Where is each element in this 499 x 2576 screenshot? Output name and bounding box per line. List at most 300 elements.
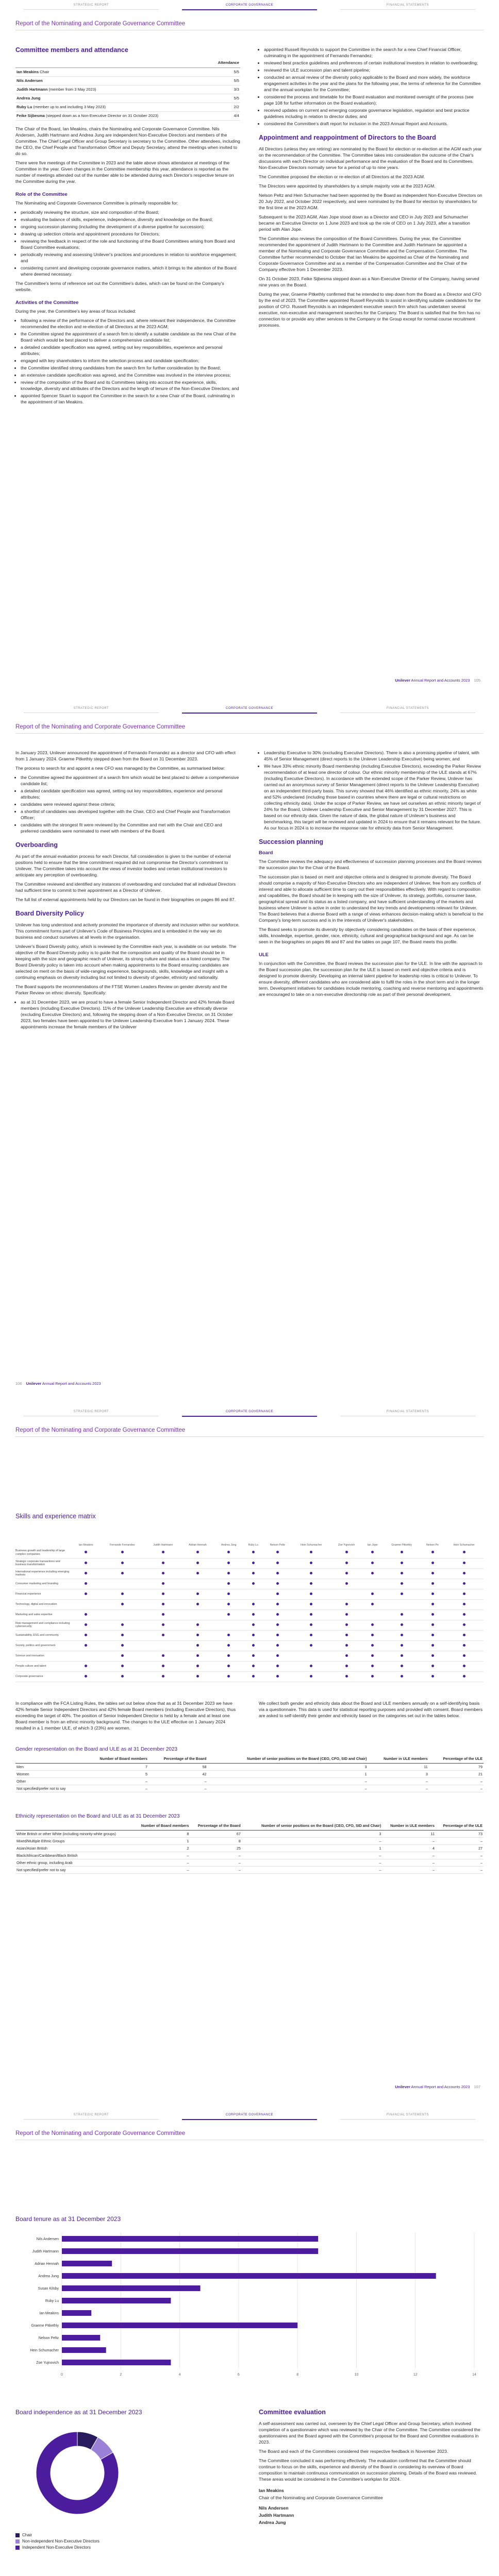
tick-label: 10 <box>354 2373 359 2377</box>
skill-dot <box>401 1613 403 1616</box>
table-cell: – <box>190 1852 241 1859</box>
list-item: • appointed Russell Reynolds to support the Committee in the search for a new Chief Financial Officer, culminating in the appointment of Fernando Fernandez; <box>264 46 484 59</box>
tab-strategic-report[interactable]: STRATEGIC REPORT <box>24 707 159 713</box>
right-bullets <box>264 46 484 127</box>
skill-cell <box>444 1630 484 1640</box>
skill-dot <box>345 1665 348 1667</box>
skill-row <box>15 1651 484 1661</box>
bar <box>62 2248 318 2254</box>
skill-cell <box>362 1548 383 1558</box>
title-divider <box>15 733 484 734</box>
skill-label: Strategic corporate transactions and business transformation <box>15 1558 72 1568</box>
skill-cell <box>243 1548 263 1558</box>
skill-cell <box>214 1548 243 1558</box>
skill-cell <box>181 1640 214 1651</box>
skill-dot <box>252 1603 255 1605</box>
skill-cell <box>243 1609 263 1620</box>
skill-dot <box>310 1562 312 1564</box>
legend-swatch <box>15 2533 20 2537</box>
skill-cell <box>421 1661 445 1671</box>
skill-row <box>15 1640 484 1651</box>
skill-cell <box>145 1620 181 1630</box>
list-item: • review of the composition of the Board and its Committees taking into account the experience, skills, knowledge, diversity and attributes of the Directors and the length of tenure of the Non-Executive Directors; and <box>21 379 240 392</box>
skill-dot <box>401 1654 403 1657</box>
legend-item <box>15 2538 99 2545</box>
table-cell: Black/African/Caribbean/Black British <box>15 1852 132 1859</box>
skill-dot <box>162 1562 164 1564</box>
tick-label: 12 <box>413 2373 418 2377</box>
skill-cell <box>331 1651 362 1661</box>
skills-matrix <box>15 1528 484 1682</box>
skill-cell <box>72 1599 99 1609</box>
member-attendance: 5/5 <box>214 94 240 103</box>
skill-cell <box>444 1640 484 1651</box>
list-item: • the Committee signed the appointment of a search firm to identify a suitable candidate as the new Chair of the Board which would be best placed to deliver a comprehensive candidate list; <box>21 331 240 343</box>
skill-dot <box>85 1572 87 1574</box>
table-cell: 3 <box>242 1830 382 1837</box>
tab-corporate-governance[interactable]: CORPORATE GOVERNANCE <box>182 2113 317 2120</box>
skill-dot <box>196 1623 199 1626</box>
skill-dot <box>345 1654 348 1657</box>
skill-dot <box>85 1592 87 1595</box>
skill-dot <box>310 1623 312 1626</box>
table-row <box>15 77 240 86</box>
legend-label: Chair <box>22 2533 32 2537</box>
tab-corporate-governance[interactable]: CORPORATE GOVERNANCE <box>182 707 317 714</box>
skill-dot <box>401 1644 403 1647</box>
tick-label: 2 <box>120 2373 122 2377</box>
list-item: • Leadership Executive to 30% (excluding Executive Directors). There is also a promising pipeline of talent, with 45% of Senior Management (direct reports to the Unilever Leadership Executive) being women; and <box>264 750 484 762</box>
table-cell: – <box>132 1866 190 1873</box>
table-row <box>15 1830 484 1837</box>
skill-cell <box>421 1671 445 1682</box>
skill-cell <box>421 1579 445 1589</box>
category-label: Adrian Hennah <box>35 2262 59 2266</box>
skill-label: Consumer marketing and branding <box>15 1579 72 1589</box>
activities-intro: During the year, the Committee's key areas of focus included: <box>15 309 136 314</box>
ethnicity-table <box>15 1822 484 1874</box>
page-number: 106 <box>15 1381 22 1386</box>
skill-cell <box>181 1630 214 1640</box>
skill-cell <box>362 1589 383 1599</box>
bar <box>62 2360 171 2365</box>
table-cell: – <box>132 1859 190 1866</box>
footer <box>395 2084 484 2089</box>
skill-cell <box>243 1661 263 1671</box>
skill-label: Technology, digital and innovation <box>15 1599 72 1609</box>
paragraph: The succession plan is based on merit and objective criteria and is designed to promote diversity. The Board should comprise a majority of Non-Executive Directors who are independent of Unilever, free from any conflicts of interest and able to allocate sufficient time to carry out their responsibilities effectively. With regard to composition and capabilities, the Board should be in keeping with the size of Unilever, its strategy, portfolio, consumer base, geographical spread and its status as a listed company, and have sufficient understanding of the markets and business where Unilever is active in order to understand the key trends and developments relevant for Unilever. The Board believes that a diverse Board with a range of views enhances decision-making which is beneficial to the Company's long-term success and is in the interests of Unilever's stakeholders. <box>259 874 484 923</box>
skill-cell <box>444 1558 484 1568</box>
independence-legend <box>15 2532 99 2551</box>
skill-cell <box>214 1579 243 1589</box>
role-list <box>21 209 240 277</box>
skill-cell <box>362 1568 383 1579</box>
table-cell: – <box>436 1852 484 1859</box>
table-cell: – <box>208 1785 368 1792</box>
footer-doc: Annual Report and Accounts 2023 <box>411 678 470 683</box>
skill-cell <box>263 1630 292 1640</box>
table-cell: Men <box>15 1763 83 1770</box>
skill-cell <box>383 1651 421 1661</box>
list-item: • received updates on current and emerging corporate governance legislation, regulation and best practice guidelines including in relation to director duties; and <box>264 107 484 120</box>
skill-dot <box>162 1675 164 1677</box>
skill-cell <box>292 1609 331 1620</box>
skill-dot <box>252 1634 255 1636</box>
table-cell: Women <box>15 1770 83 1777</box>
signature-line: Chair of the Nominating and Corporate Governance Committee <box>259 2495 383 2500</box>
section-tabs <box>0 2113 499 2121</box>
list-item: • a detailed candidate specification was agreed, setting out key responsibilities, experience and personal attributes; <box>21 788 240 800</box>
diversity-paras <box>15 922 240 996</box>
skill-dot <box>227 1644 230 1647</box>
bar <box>62 2261 112 2266</box>
skill-dot <box>431 1644 434 1647</box>
skill-cell <box>421 1599 445 1609</box>
category-label: Ian Meakins <box>39 2312 59 2315</box>
right-column <box>259 46 484 331</box>
left-column <box>15 46 240 408</box>
skill-cell <box>362 1609 383 1620</box>
tick-label: 4 <box>178 2373 181 2377</box>
skill-dot <box>401 1623 403 1626</box>
skill-dot <box>371 1592 374 1595</box>
tab-financial-statements[interactable]: FINANCIAL STATEMENTS <box>340 1410 475 1416</box>
director-header: Nelson Pe <box>426 1544 439 1547</box>
skill-row <box>15 1568 484 1579</box>
skill-dot <box>121 1562 124 1564</box>
list-item: • considering current and developing corporate governance matters, which it brings to the attention of the Board where deemed necessary. <box>21 265 240 277</box>
member-cell <box>15 68 214 77</box>
member-role: (member up to and including 3 May 2023) <box>32 105 106 109</box>
skill-dot <box>276 1675 279 1677</box>
member-cell <box>15 86 214 94</box>
legend-swatch <box>15 2546 20 2550</box>
skill-dot <box>431 1562 434 1564</box>
ethnicity-heading: Ethnicity representation on the Board and ULE as at 31 December 2023 <box>15 1814 180 1819</box>
skill-dot <box>162 1654 164 1657</box>
skill-label: Society, politics and government <box>15 1640 72 1651</box>
skill-dot <box>371 1572 374 1574</box>
cfo-paras <box>15 750 240 771</box>
table-row <box>15 1859 484 1866</box>
paragraph: The Board seeks to promote its diversity by objectively considering candidates on the basis of their experience, skills, knowledge, expertise, gender, race, ethnicity, cultural and geographical background and age. As can be seen in the biographies on pages 86 and 87 and the tables on page 107, the Board meets this profile. <box>259 927 476 944</box>
page-106 <box>0 703 499 1406</box>
bar <box>62 2310 91 2316</box>
table-row <box>15 86 240 94</box>
skill-cell <box>331 1661 362 1671</box>
activities-list <box>21 317 240 405</box>
skill-cell <box>263 1548 292 1558</box>
member-cell <box>15 77 214 86</box>
skill-dot <box>196 1592 199 1595</box>
skill-cell <box>243 1651 263 1661</box>
intro-para-1: The Chair of the Board, Ian Meakins, chairs the Nominating and Corporate Governance Committee. Nils Andersen, Judith Hartmann and Andrea Jung are independent Non-Executive Directors and members of the Committee. The Chief Legal Officer and Group Secretary is secretary to the Committee. Other attendees, including the CEO, the Chief People and Transformation Officer and Deputy Secretary, attend the meetings when invited to do so. <box>15 126 240 156</box>
skill-cell <box>243 1558 263 1568</box>
footer-brand: Unilever <box>395 2084 410 2089</box>
director-header: Ian Jope <box>367 1544 378 1547</box>
independence-heading: Board independence as at 31 December 2023 <box>15 2409 142 2416</box>
table-cell: 1 <box>242 1844 382 1852</box>
skill-dot <box>463 1562 465 1564</box>
skill-dot <box>371 1644 374 1647</box>
skill-label: Marketing and sales expertise <box>15 1609 72 1620</box>
skill-dot <box>463 1592 465 1595</box>
skill-row <box>15 1599 484 1609</box>
right-column <box>259 750 484 1001</box>
skill-dot <box>371 1654 374 1657</box>
skill-dot <box>196 1654 199 1657</box>
paragraph: Unilever has long understood and actively promoted the importance of diversity and inclusion within our workforce. This commitment forms part of Unilever's Code of Business Principles and is embedded in the way we do business and conduct ourselves at all levels in the organisation. <box>15 922 240 940</box>
tab-corporate-governance[interactable]: CORPORATE GOVERNANCE <box>182 1410 317 1417</box>
table-cell: 67 <box>190 1830 241 1837</box>
skill-cell <box>331 1599 362 1609</box>
table-cell: – <box>190 1859 241 1866</box>
category-label: Ruby Lu <box>45 2299 59 2303</box>
footer-doc: Annual Report and Accounts 2023 <box>42 1381 101 1386</box>
skill-dot <box>121 1634 124 1636</box>
skill-cell <box>292 1579 331 1589</box>
skill-dot <box>276 1613 279 1616</box>
skill-dot <box>371 1562 374 1564</box>
skill-dot <box>310 1644 312 1647</box>
tab-financial-statements[interactable]: FINANCIAL STATEMENTS <box>340 707 475 713</box>
attendance-table <box>15 58 240 121</box>
list-item: • reviewed the ULE succession plan and talent pipeline; <box>264 67 484 73</box>
skill-dot <box>463 1644 465 1647</box>
report-title: Report of the Nominating and Corporate Governance Committee <box>15 724 186 730</box>
paragraph: As part of the annual evaluation process for each Director, full consideration is given to the number of external positions held to ensure that the time commitment required did not compromise the Director's commitment to Unilever. The Committee takes into account the views of investor bodies and certain institutional investors to anticipate any perception of overboarding. <box>15 854 231 877</box>
skill-dot <box>401 1665 403 1667</box>
list-item: • an extensive candidate specification was agreed, and the Committee was involved in the interview process; <box>21 372 240 378</box>
tab-financial-statements[interactable]: FINANCIAL STATEMENTS <box>340 4 475 10</box>
member-cell <box>15 103 214 112</box>
list-item: • a shortlist of candidates was developed together with the Chair, CEO and Chief People and Transformation Officer; <box>21 808 240 821</box>
skill-cell <box>145 1609 181 1620</box>
paragraph: The Committee reviewed and identified any instances of overboarding and concluded that all individual Directors had sufficient time to commit to their appointment as a Director of Unilever. <box>15 882 236 893</box>
skill-dot <box>162 1551 164 1553</box>
skill-cell <box>99 1589 145 1599</box>
table-cell: – <box>368 1777 429 1785</box>
diversity-heading: Board Diversity Policy <box>15 910 84 917</box>
table-cell: – <box>242 1837 382 1844</box>
skill-dot <box>276 1654 279 1657</box>
column-header: Percentage of the ULE <box>429 1755 484 1763</box>
skill-cell <box>181 1558 214 1568</box>
appointment-heading: Appointment and reappointment of Directors to the Board <box>259 134 436 141</box>
skill-cell <box>181 1651 214 1661</box>
category-label: Hein Schumacher <box>30 2349 59 2352</box>
skill-dot <box>85 1613 87 1616</box>
table-cell: – <box>242 1859 382 1866</box>
table-cell: – <box>83 1785 148 1792</box>
table-cell: – <box>382 1837 436 1844</box>
skill-dot <box>371 1665 374 1667</box>
skill-cell <box>72 1630 99 1640</box>
skill-dot <box>310 1582 312 1585</box>
legend-item <box>15 2532 99 2538</box>
table-cell: 73 <box>436 1830 484 1837</box>
paragraph: The Committee proposed the election or re-election of all Directors at the 2023 AGM. <box>259 174 425 179</box>
list-item: • We have 33% ethnic minority Board membership (including Executive Directors), exceeding the Parker Review recommendation of at least one director of colour. Our ethnic minority membership of the ULE stands at 67% (including Executive Directors). In accordance with the extended scope of the Parker Review, Unilever has carried out an anonymous survey of Senior Management (direct reports to the Unilever Leadership Executive) on an independent third-party basis. This survey showed that 46% identified as ethnic minority, 24% as white and 52% undeclared (including those based in countries where there are legal or cultural restrictions on collecting ethnicity data). Under the scope of Parker Review, we have set ourselves an ethnic minority target of 24% for the Board, Unilever Leadership Executive and Senior Management by 31 December 2027. This is based on our ethnicity data. Given the nature of data, the global nature of Unilever's business and benchmarking, this target will be reviewed and updated in 2024 to ensure that it remains relevant for the future. As our focus in 2024 is to increase the response rate for ethnicity data from Senior Management. <box>264 763 484 831</box>
table-cell: – <box>83 1777 148 1785</box>
skill-cell <box>181 1548 214 1558</box>
succession-heading: Succession planning <box>259 838 324 845</box>
skill-cell <box>444 1568 484 1579</box>
section-tabs <box>0 707 499 714</box>
table-row <box>15 1785 484 1792</box>
page-number: 105 <box>474 678 480 683</box>
skill-dot <box>463 1665 465 1667</box>
list-item: • reviewed best practice guidelines and preferences of certain institutional investors in relation to overboarding; <box>264 60 484 66</box>
list-item: • engaged with key shareholders to inform the selection process and candidate specification; <box>21 358 240 364</box>
skill-dot <box>463 1634 465 1636</box>
tab-financial-statements[interactable]: FINANCIAL STATEMENTS <box>340 2113 475 2120</box>
skill-cell <box>383 1671 421 1682</box>
skill-dot <box>371 1623 374 1626</box>
category-label: Judith Hartmann <box>32 2250 59 2253</box>
tab-corporate-governance[interactable]: CORPORATE GOVERNANCE <box>182 4 317 10</box>
column-header: Percentage of the Board <box>148 1755 208 1763</box>
skill-row <box>15 1558 484 1568</box>
skill-cell <box>181 1599 214 1609</box>
skill-dot <box>345 1634 348 1636</box>
category-label: Susan Kilsby <box>38 2287 59 2291</box>
table-cell: 21 <box>429 1770 484 1777</box>
skill-dot <box>276 1572 279 1574</box>
member-name: Ruby Lu <box>16 105 32 109</box>
skill-dot <box>227 1551 230 1553</box>
skill-dot <box>227 1592 230 1595</box>
skill-cell <box>292 1568 331 1579</box>
list-item: • ongoing succession planning (including the development of a diverse pipeline for succession); <box>21 224 240 230</box>
bar <box>62 2335 100 2341</box>
skill-cell <box>214 1568 243 1579</box>
skill-dot <box>276 1634 279 1636</box>
skill-cell <box>444 1671 484 1682</box>
director-header: Adrian Hennah <box>189 1544 207 1547</box>
skill-cell <box>263 1609 292 1620</box>
skill-dot <box>401 1582 403 1585</box>
paragraph: The Committee also reviews the composition of the Board Committees. During the year, the Committee recommended the appointment of Judith Hartmann to the Committee and Judith Hartmann be appointed a member of the Nominating and Corporate Governance Committee and the Compensation Committee. The Committee further recommended to October that Ian Meakins be appointed as Chair of the Nominating and Corporate Governance Committee and as a member of the Compensation Committee and the Chair of the Company effective from 1 December 2023. <box>259 236 469 272</box>
paragraph: All Directors (unless they are retiring) are nominated by the Board for election or re-election at the AGM each year on the recommendation of the Committee. The Committee takes into consideration the outcome of the Chair's discussions with each Director on individual performance and the evaluation of the Board and its Committees. Non-Executive Directors normally serve for a period of up to nine years. <box>259 146 482 170</box>
skill-cell <box>145 1630 181 1640</box>
signature-line: Ian Meakins <box>259 2488 284 2493</box>
skill-cell <box>444 1620 484 1630</box>
independence-chart <box>15 2421 240 2524</box>
skill-cell <box>383 1630 421 1640</box>
skill-dot <box>276 1551 279 1553</box>
skill-cell <box>263 1599 292 1609</box>
skill-cell <box>99 1640 145 1651</box>
skill-row <box>15 1620 484 1630</box>
table-cell: Asian/Asian British <box>15 1844 132 1852</box>
skill-dot <box>252 1551 255 1553</box>
skill-cell <box>181 1579 214 1589</box>
table-cell: – <box>436 1866 484 1873</box>
director-header: Judith Hartmann <box>153 1544 173 1547</box>
column-header: Percentage of the Board <box>190 1822 241 1830</box>
skill-dot <box>345 1675 348 1677</box>
skill-cell <box>181 1661 214 1671</box>
skill-cell <box>181 1671 214 1682</box>
skill-cell <box>145 1548 181 1558</box>
bar <box>62 2347 106 2353</box>
skill-dot <box>252 1644 255 1647</box>
skill-dot <box>463 1582 465 1585</box>
paragraph: In January 2023, Unilever announced the appointment of Fernando Fernandez as a director and CFO with effect from 1 January 2024. Graeme Pitkethly stepped down from the Board on 31 December 2023. <box>15 750 236 761</box>
skill-cell <box>72 1651 99 1661</box>
tab-strategic-report[interactable]: STRATEGIC REPORT <box>24 2113 159 2120</box>
signature-line: Judith Hartmann <box>259 2513 294 2518</box>
skill-cell <box>292 1671 331 1682</box>
member-name: Feike Sijbesma <box>16 113 45 118</box>
tick-label: 14 <box>472 2373 476 2377</box>
skill-dot <box>162 1592 164 1595</box>
member-name: Andrea Jung <box>16 96 41 100</box>
table-row <box>15 1777 484 1785</box>
member-attendance: 5/5 <box>214 77 240 86</box>
signature-line: Nils Andersen <box>259 2505 289 2511</box>
skill-dot <box>85 1665 87 1667</box>
diversity-list <box>21 999 240 1030</box>
bar <box>62 2298 171 2303</box>
skill-cell <box>72 1548 99 1558</box>
table-cell: Not specified/prefer not to say <box>15 1785 83 1792</box>
paragraph: During the year, Graeme Pitkethly confirmed that he intended to step down from the Board as a Director and CFO by the end of 2023. The Committee appointed Russell Reynolds to assist in identifying suitable candidates for the position of CFO. Russell Reynolds is an independent executive search firm which has undertaken several executive, non-executive and management searches for the Company. The Board is satisfied that the firm has no connection to or provide any other services to the Company or the Group except for normal course recruitment processes. <box>259 292 481 328</box>
skill-dot <box>85 1623 87 1626</box>
skill-dot <box>310 1634 312 1636</box>
diversity-continued-list <box>264 750 484 831</box>
left-column <box>15 750 240 1033</box>
skill-cell <box>145 1651 181 1661</box>
paragraph: The Committee reviews the adequacy and effectiveness of succession planning processes and the Board reviews the succession plan for the Chair of the Board. <box>259 859 482 870</box>
table-cell: 42 <box>148 1770 208 1777</box>
table-cell: 3 <box>368 1770 429 1777</box>
list-item: • considered the process and timetable for the Board evaluation and monitored oversight of the process (see page 108 for further information on the Board evaluation); <box>264 94 484 106</box>
page-107 <box>0 1406 499 2110</box>
skill-cell <box>243 1589 263 1599</box>
skill-cell <box>362 1620 383 1630</box>
activities-heading: Activities of the Committee <box>15 300 79 306</box>
skill-cell <box>181 1620 214 1630</box>
tab-strategic-report[interactable]: STRATEGIC REPORT <box>24 4 159 10</box>
skill-dot <box>252 1665 255 1667</box>
skill-cell <box>99 1630 145 1640</box>
page-105 <box>0 0 499 703</box>
skill-cell <box>362 1661 383 1671</box>
column-header <box>15 1755 83 1763</box>
skill-dot <box>276 1623 279 1626</box>
tab-strategic-report[interactable]: STRATEGIC REPORT <box>24 1410 159 1416</box>
table-cell: – <box>436 1859 484 1866</box>
director-header: Nelson Peltz <box>270 1544 285 1547</box>
skill-dot <box>431 1551 434 1553</box>
paragraph: Unilever's Board Diversity policy, which is reviewed by the Committee each year, is available on our website. The objective of the Board Diversity policy is to guide that the composition and quality of the Board should be in keeping with the size and geographic reach of Unilever, its strong culture and status as a listed company. The Board Diversity policy is taken into account when making appointments to the Board ensuring candidates are selected on merit on the basis of wide-ranging experience, backgrounds, skills, knowledge and insight with a continuing emphasis on diversity including but not limited to diversity of gender, ethnicity and nationality. <box>15 944 237 980</box>
footer <box>15 1381 101 1386</box>
bar <box>62 2273 436 2279</box>
director-header: Andrea Jung <box>221 1544 237 1547</box>
skill-cell <box>331 1548 362 1558</box>
skill-dot <box>196 1634 199 1636</box>
skill-dot <box>463 1572 465 1574</box>
skill-dot <box>121 1654 124 1657</box>
director-header: Zoe Yujnovich <box>338 1544 355 1547</box>
skill-dot <box>463 1675 465 1677</box>
skill-cell <box>99 1609 145 1620</box>
skill-cell <box>444 1651 484 1661</box>
table-row <box>15 1844 484 1852</box>
skill-dot <box>310 1592 312 1595</box>
